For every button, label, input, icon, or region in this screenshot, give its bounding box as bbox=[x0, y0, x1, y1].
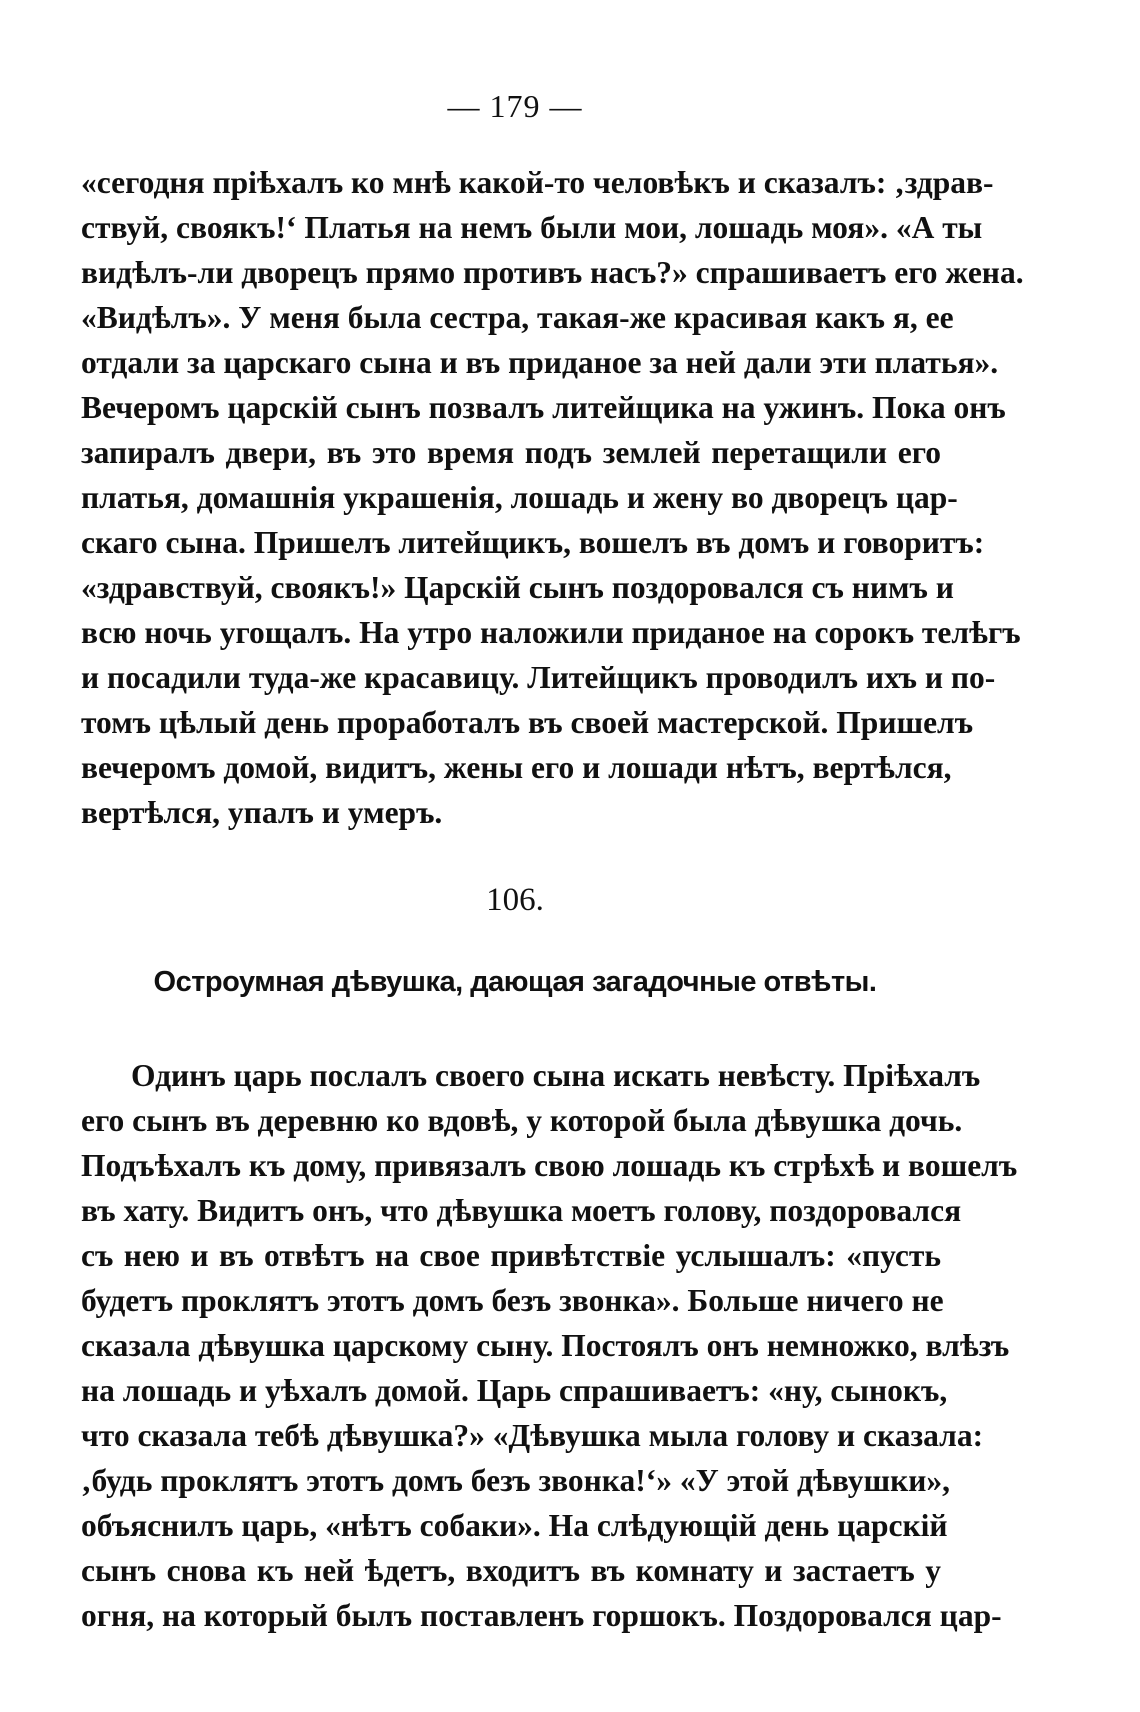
text-line: будетъ проклятъ этотъ домъ безъ звонка». Больше ничего не bbox=[81, 1283, 944, 1318]
text-line: и посадили туда-же красавицу. Литейщикъ проводилъ ихъ и по- bbox=[81, 660, 996, 695]
story-title: Остроумная дѣвушка, дающая загадочные отвѣты. bbox=[153, 966, 877, 998]
text-line: въ хату. Видитъ онъ, что дѣвушка моетъ голову, поздоровался bbox=[81, 1193, 962, 1228]
text-line: ‚будь проклятъ этотъ домъ безъ звонка!‘» «У этой дѣвушки», bbox=[81, 1463, 951, 1498]
text-line: «сегодня пріѣхалъ ко мнѣ какой-то человѣкъ и сказалъ: ‚здрав- bbox=[81, 165, 994, 200]
text-line: «здравствуй, своякъ!» Царскій сынъ поздоровался съ нимъ и bbox=[81, 570, 954, 605]
story-number: 106. bbox=[486, 882, 544, 918]
text-line: на лошадь и уѣхалъ домой. Царь спрашиваетъ: «ну, сынокъ, bbox=[81, 1373, 948, 1408]
text-line: его сынъ въ деревню ко вдовѣ, у которой была дѣвушка дочь. bbox=[81, 1103, 963, 1138]
page-number: — 179 — bbox=[447, 88, 583, 124]
text-line: видѣлъ-ли дворецъ прямо противъ насъ?» спрашиваетъ его жена. bbox=[81, 255, 1024, 290]
text-line: Одинъ царь послалъ своего сына искать невѣсту. Пріѣхалъ bbox=[131, 1058, 981, 1093]
text-line: отдали за царскаго сына и въ приданое за ней дали эти платья». bbox=[81, 345, 999, 380]
text-line: «Видѣлъ». У меня была сестра, такая-же красивая какъ я, ее bbox=[81, 300, 954, 335]
text-line: объяснилъ царь, «нѣтъ собаки». На слѣдующій день царскій bbox=[81, 1508, 948, 1543]
text-line: съ нею и въ отвѣтъ на свое привѣтствіе услышалъ: «пусть bbox=[81, 1238, 941, 1273]
text-line: вертѣлся, упалъ и умеръ. bbox=[81, 795, 443, 830]
text-line: томъ цѣлый день проработалъ въ своей мастерской. Пришелъ bbox=[81, 705, 974, 740]
text-line: запиралъ двери, въ это время подъ землей перетащили его bbox=[81, 435, 941, 470]
story-paragraph bbox=[81, 1053, 1018, 1638]
text-line: сказала дѣвушка царскому сыну. Постоялъ онъ немножко, влѣзъ bbox=[81, 1328, 1010, 1363]
text-line: вечеромъ домой, видитъ, жены его и лошади нѣтъ, вертѣлся, bbox=[81, 750, 952, 785]
text-line: ствуй, своякъ!‘ Платья на немъ были мои, лошадь моя». «А ты bbox=[81, 210, 983, 245]
text-line: что сказала тебѣ дѣвушка?» «Дѣвушка мыла голову и сказала: bbox=[81, 1418, 984, 1453]
text-line: огня, на который былъ поставленъ горшокъ. Поздоровался цар- bbox=[81, 1598, 1002, 1633]
text-line: скаго сына. Пришелъ литейщикъ, вошелъ въ домъ и говоритъ: bbox=[81, 525, 985, 560]
text-line: платья, домашнія украшенія, лошадь и жену во дворецъ цар- bbox=[81, 480, 958, 515]
text-line: Подъѣхалъ къ дому, привязалъ свою лошадь къ стрѣхѣ и вошелъ bbox=[81, 1148, 1018, 1183]
text-line: всю ночь угощалъ. На утро наложили приданое на сорокъ телѣгъ bbox=[81, 615, 1021, 650]
text-line: Вечеромъ царскій сынъ позвалъ литейщика на ужинъ. Пока онъ bbox=[81, 390, 1006, 425]
continuation-paragraph bbox=[81, 160, 1024, 835]
text-line: сынъ снова къ ней ѣдетъ, входитъ въ комнату и застаетъ у bbox=[81, 1553, 941, 1588]
